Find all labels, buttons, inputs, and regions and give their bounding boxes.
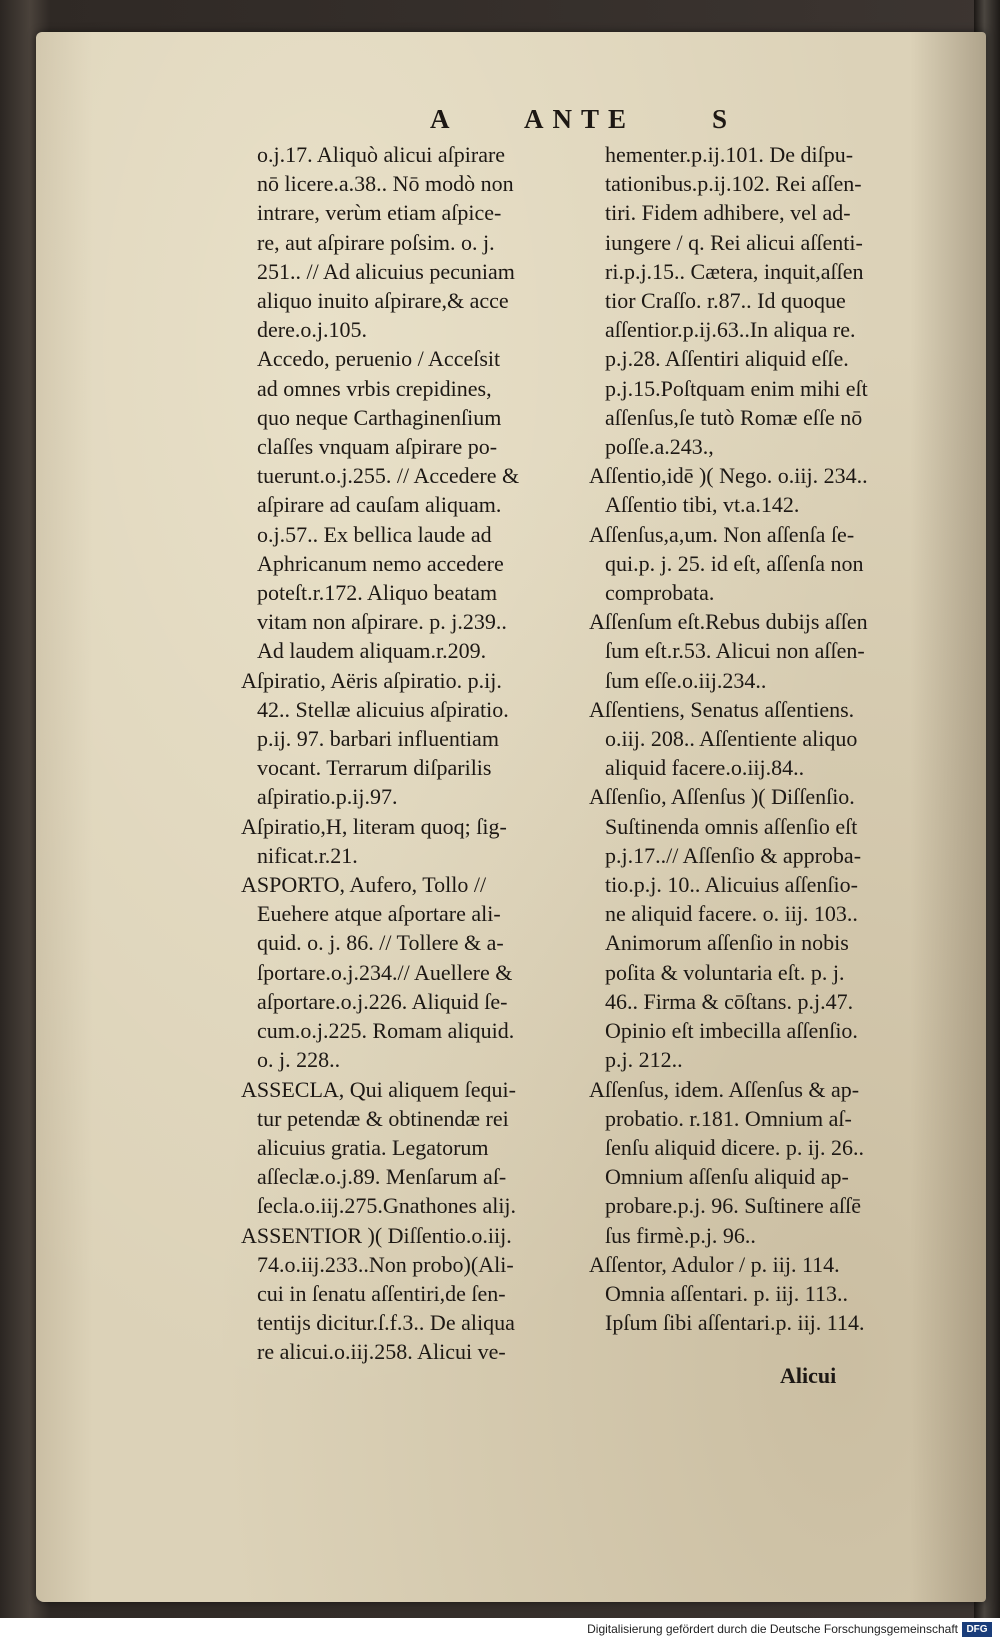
- left-column: [241, 140, 587, 1367]
- text-line: 74.o.iij.233..Non probo)(Ali-: [257, 1251, 514, 1277]
- text-line: intrare, verùm etiam aſpice-: [257, 200, 502, 226]
- text-line: ASPORTO, Aufero, Tollo //: [241, 872, 487, 898]
- text-line: aſportare.o.j.226. Aliquid ſe-: [257, 988, 508, 1014]
- text-line: tentijs dicitur.ſ.f.3.. De aliqua: [257, 1310, 515, 1336]
- text-line: cum.o.j.225. Romam aliquid.: [257, 1018, 515, 1044]
- text-line: Aſſenſum eſt.Rebus dubijs aſſen: [589, 609, 868, 635]
- text-line: Ad laudem aliquam.r.209.: [257, 638, 487, 664]
- text-line: p.ij. 97. barbari influentiam: [257, 726, 499, 752]
- dfg-logo: DFG: [962, 1622, 992, 1637]
- text-line: Aſſentor, Adulor / p. iij. 114.: [589, 1251, 840, 1277]
- text-line: poſſe.a.243.,: [605, 434, 714, 460]
- text-line: Aſpiratio,H, literam quoq; ſig-: [241, 813, 507, 839]
- text-line: Aſſenſio, Aſſenſus )( Diſſenſio.: [589, 784, 855, 810]
- text-line: Aſſenſus, idem. Aſſenſus & ap-: [589, 1076, 860, 1102]
- text-line: aſſenſus,ſe tutò Romæ eſſe nō: [605, 404, 863, 430]
- text-line: Euehere atque aſportare ali-: [257, 901, 501, 927]
- text-line: o.iij. 208.. Aſſentiente aliquo: [605, 726, 858, 752]
- text-line: comprobata.: [605, 580, 715, 606]
- text-line: aſpiratio.p.ij.97.: [257, 784, 398, 810]
- text-line: iungere / q. Rei alicui aſſenti-: [605, 229, 863, 255]
- text-line: re, aut aſpirare poſsim. o. j.: [257, 229, 495, 255]
- text-line: ne aliquid facere. o. iij. 103..: [605, 901, 858, 927]
- text-line: Aſſentiens, Senatus aſſentiens.: [589, 696, 855, 722]
- text-line: p.j.17..// Aſſenſio & approba-: [605, 842, 862, 868]
- text-line: nificat.r.21.: [257, 842, 358, 868]
- text-line: ſus firmè.p.j. 96..: [605, 1222, 756, 1248]
- text-line: Aſſenſus,a,um. Non aſſenſa ſe-: [589, 521, 855, 547]
- text-line: tationibus.p.ij.102. Rei aſſen-: [605, 171, 862, 197]
- text-line: ſportare.o.j.234.// Auellere &: [257, 959, 513, 985]
- text-line: Suſtinenda omnis aſſenſio eſt: [605, 813, 858, 839]
- text-line: Animorum aſſenſio in nobis: [605, 930, 849, 956]
- text-line: ſum eſt.r.53. Alicui non aſſen-: [605, 638, 865, 664]
- text-line: Aſſentio tibi, vt.a.142.: [605, 492, 800, 518]
- text-line: o.j.17. Aliquò alicui aſpirare: [257, 142, 506, 167]
- text-line: tior Craſſo. r.87.. Id quoque: [605, 288, 846, 314]
- text-line: Aſpiratio, Aëris aſpiratio. p.ij.: [241, 667, 502, 693]
- text-line: o.j.57.. Ex bellica laude ad: [257, 521, 492, 547]
- running-head: [430, 104, 760, 140]
- text-line: Accedo, peruenio / Acceſsit: [257, 346, 501, 372]
- catchword: Alicui: [780, 1363, 837, 1388]
- text-line: quo neque Carthaginenſium: [257, 404, 502, 430]
- text-line: tur petendæ & obtinendæ rei: [257, 1105, 509, 1131]
- funding-notice: Digitalisierung gefördert durch die Deutsche Forschungsgemeinschaft: [587, 1622, 958, 1636]
- text-line: tuerunt.o.j.255. // Accedere &: [257, 463, 520, 489]
- text-line: probare.p.j. 96. Suſtinere aſſē: [605, 1193, 861, 1219]
- text-line: tio.p.j. 10.. Alicuius aſſenſio-: [605, 872, 858, 898]
- text-line: 251.. // Ad alicuius pecuniam: [257, 258, 515, 284]
- text-line: aliquo inuito aſpirare,& acce: [257, 288, 509, 314]
- text-line: ſum eſſe.o.iij.234..: [605, 667, 767, 693]
- text-line: dere.o.j.105.: [257, 317, 367, 343]
- text-line: Ipſum ſibi aſſentari.p. iij. 114.: [605, 1310, 865, 1336]
- text-line: vitam non aſpirare. p. j.239..: [257, 609, 507, 635]
- text-line: ASSENTIOR )( Diſſentio.o.iij.: [241, 1222, 512, 1248]
- running-head-left: A: [430, 104, 452, 134]
- text-line: qui.p. j. 25. id eſt, aſſenſa non: [605, 550, 864, 576]
- text-line: cui in ſenatu aſſentiri,de ſen-: [257, 1280, 506, 1306]
- footer-bar: [0, 1618, 1000, 1643]
- text-line: re alicui.o.iij.258. Alicui ve-: [257, 1339, 506, 1365]
- text-line: claſſes vnquam aſpirare po-: [257, 434, 498, 460]
- text-line: p.j.28. Aſſentiri aliquid eſſe.: [605, 346, 849, 372]
- text-line: ad omnes vrbis crepidines,: [257, 375, 492, 401]
- text-line: p.j. 212..: [605, 1047, 683, 1073]
- right-column: [589, 140, 969, 1337]
- text-line: ſenſu aliquid dicere. p. ij. 26..: [605, 1134, 865, 1160]
- text-line: o. j. 228..: [257, 1047, 341, 1073]
- running-head-center: ANTE: [524, 104, 636, 134]
- text-line: aſſentior.p.ij.63..In aliqua re.: [605, 317, 856, 343]
- text-line: ſecla.o.iij.275.Gnathones alij.: [257, 1193, 517, 1219]
- text-line: hementer.p.ij.101. De diſpu-: [605, 142, 854, 167]
- text-line: p.j.15.Poſtquam enim mihi eſt: [605, 375, 868, 401]
- text-line: alicuius gratia. Legatorum: [257, 1134, 489, 1160]
- text-line: Aſſentio,idē )( Nego. o.iij. 234..: [589, 463, 868, 489]
- text-line: Aphricanum nemo accedere: [257, 550, 504, 576]
- text-line: nō licere.a.38.. Nō modò non: [257, 171, 514, 197]
- text-line: aſpirare ad cauſam aliquam.: [257, 492, 502, 518]
- text-line: Omnium aſſenſu aliquid ap-: [605, 1164, 849, 1190]
- text-line: aliquid facere.o.iij.84..: [605, 755, 805, 781]
- text-line: Omnia aſſentari. p. iij. 113..: [605, 1280, 848, 1306]
- text-line: 42.. Stellæ alicuius aſpiratio.: [257, 696, 509, 722]
- text-line: 46.. Firma & cōſtans. p.j.47.: [605, 988, 854, 1014]
- text-line: ASSECLA, Qui aliquem ſequi-: [241, 1076, 516, 1102]
- running-head-right: S: [712, 104, 730, 134]
- text-line: aſſeclæ.o.j.89. Menſarum aſ-: [257, 1164, 507, 1190]
- text-line: tiri. Fidem adhibere, vel ad-: [605, 200, 851, 226]
- text-line: Opinio eſt imbecilla aſſenſio.: [605, 1018, 858, 1044]
- text-line: ri.p.j.15.. Cætera, inquit,aſſen: [605, 258, 864, 284]
- text-line: poteſt.r.172. Aliquo beatam: [257, 580, 498, 606]
- text-line: vocant. Terrarum diſparilis: [257, 755, 492, 781]
- text-line: quid. o. j. 86. // Tollere & a-: [257, 930, 504, 956]
- text-line: poſita & voluntaria eſt. p. j.: [605, 959, 845, 985]
- text-line: probatio. r.181. Omnium aſ-: [605, 1105, 852, 1131]
